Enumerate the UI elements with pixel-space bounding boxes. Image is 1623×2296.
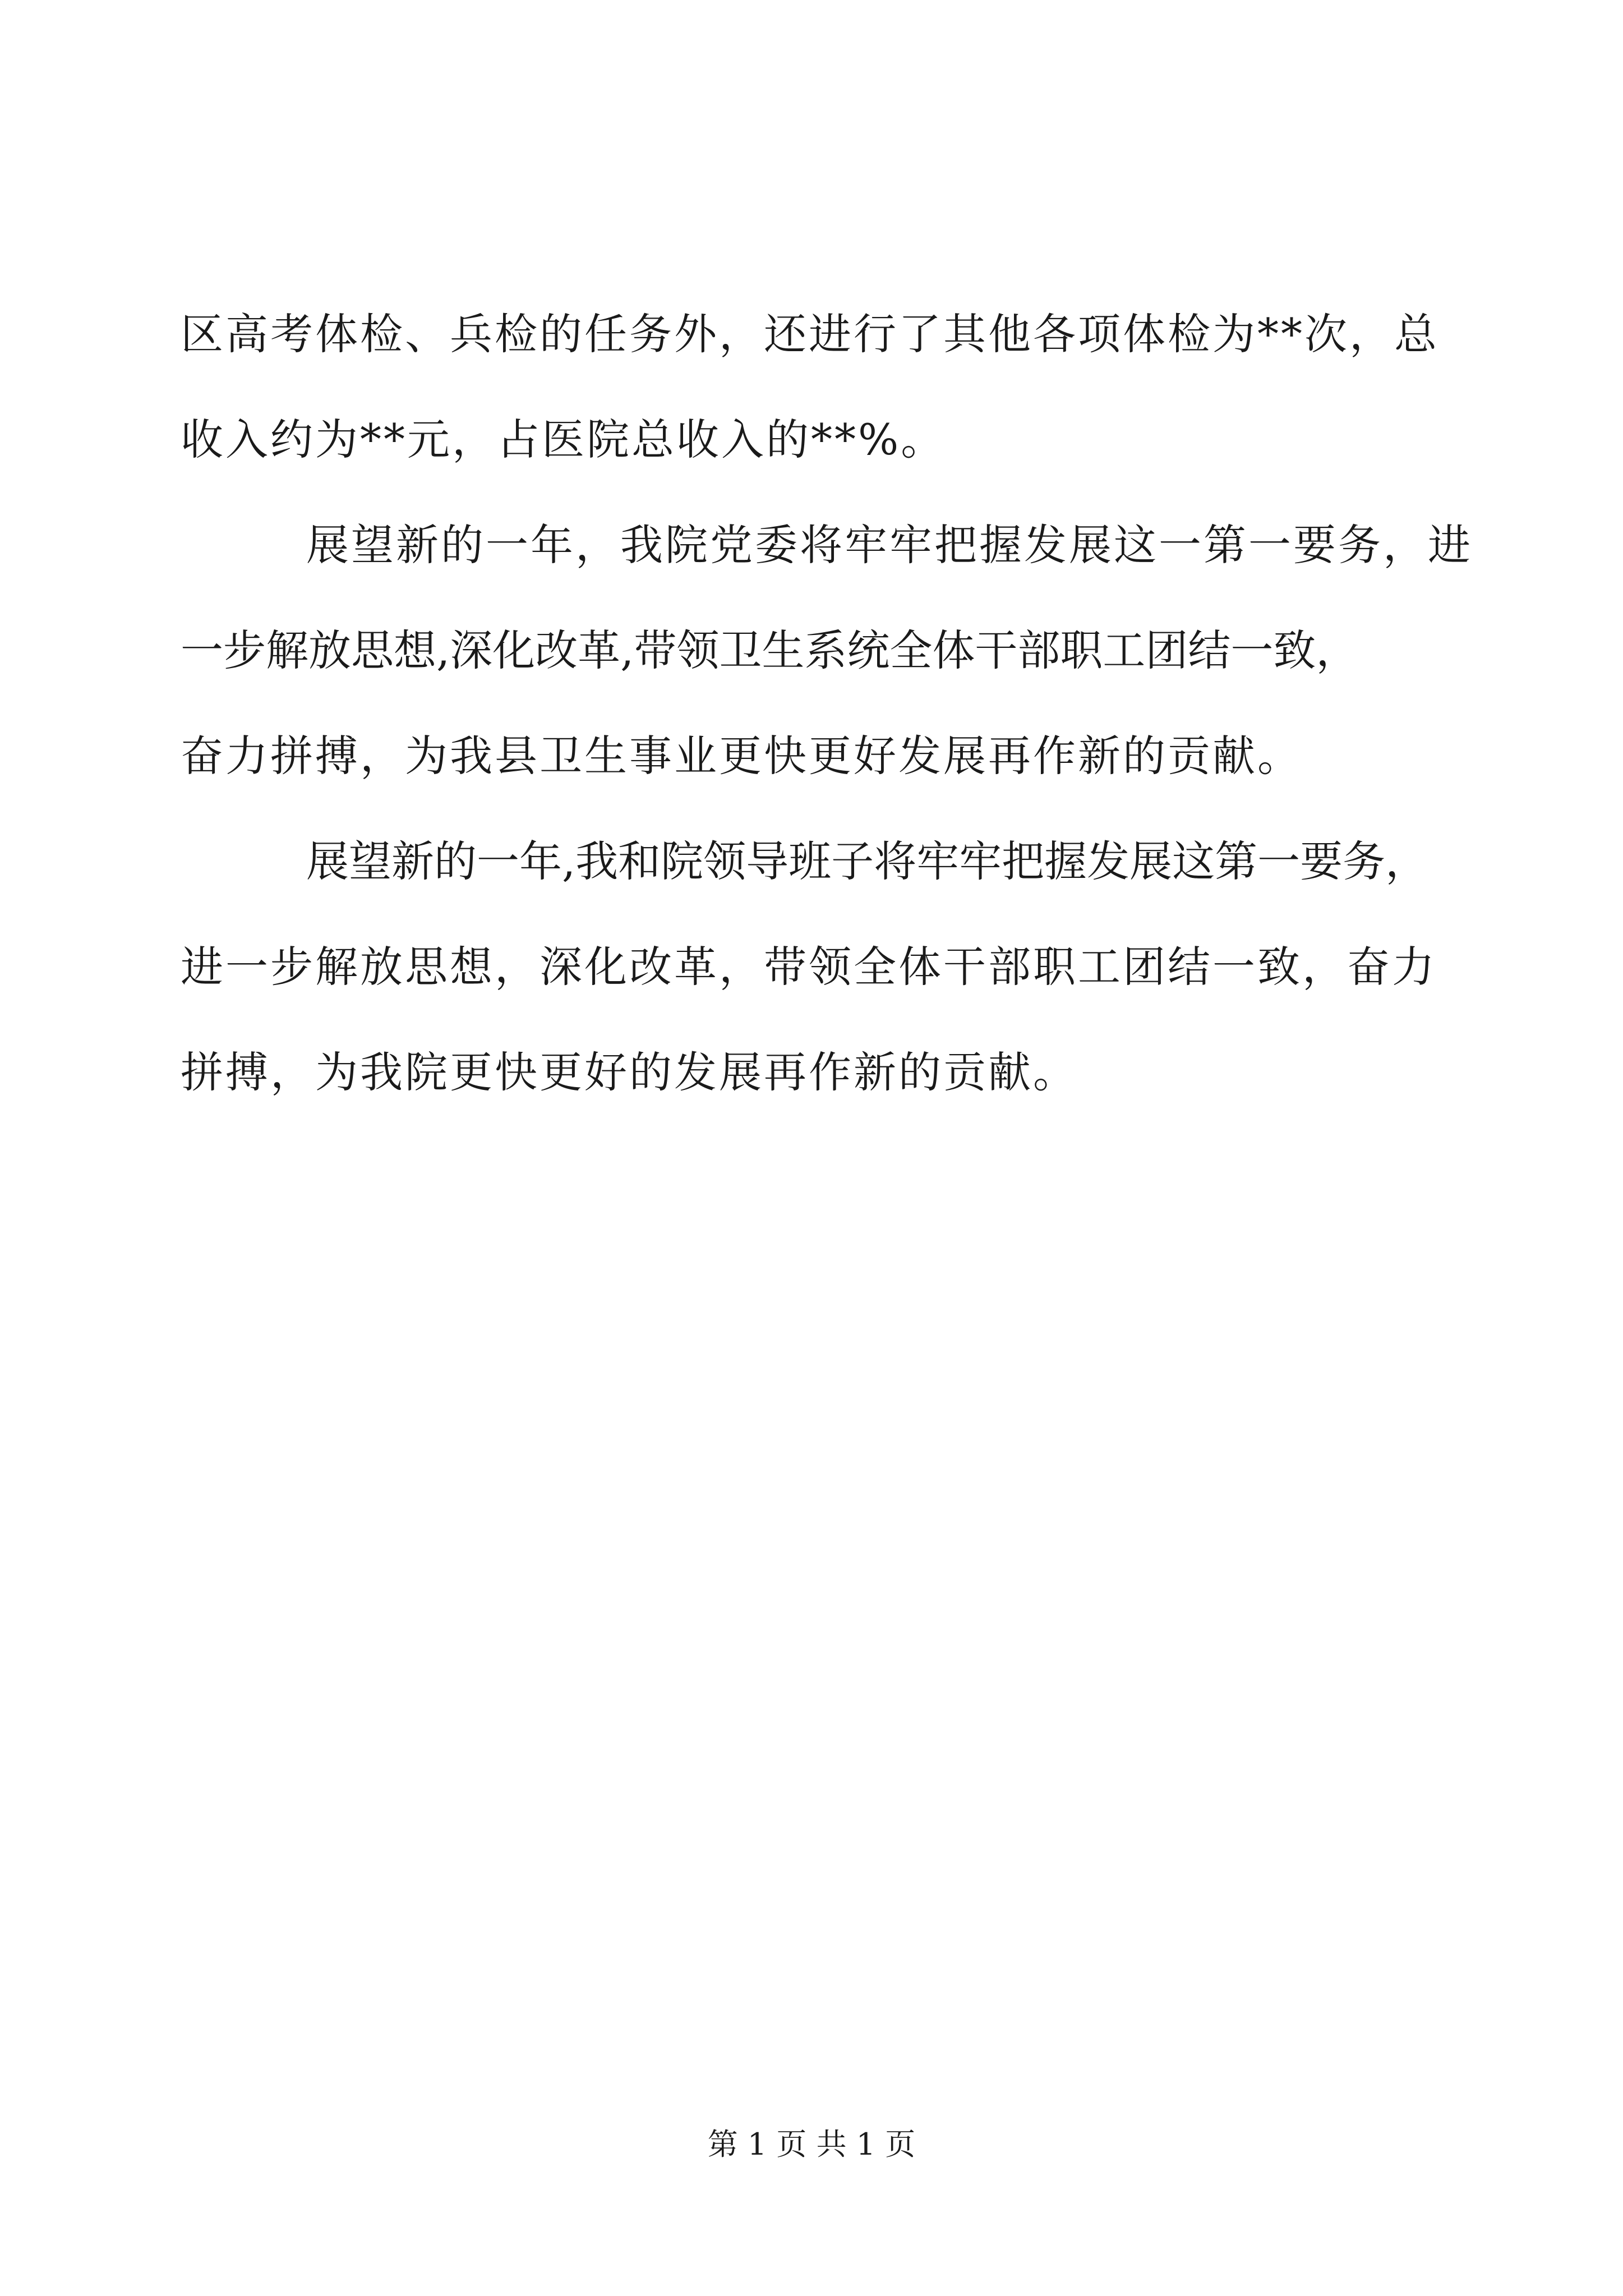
paragraph-line: 进一步解放思想，深化改革，带领全体干部职工团结一致，奋力 [181, 942, 1437, 992]
paragraph-line: 展望新的一年，我院党委将牢牢把握发展这一第一要务，进 [306, 520, 1473, 570]
paragraph-2 [181, 514, 1473, 788]
paragraph-line: 展望新的一年,我和院领导班子将牢牢把握发展这第一要务， [306, 836, 1428, 886]
document-body [181, 303, 1473, 1147]
paragraph-3 [181, 830, 1437, 1104]
paragraph-line: 拼搏，为我院更快更好的发展再作新的贡献。 [181, 1047, 1078, 1097]
paragraph-line: 奋力拼搏，为我县卫生事业更快更好发展再作新的贡献。 [181, 731, 1302, 781]
paragraph-1 [181, 303, 1437, 471]
paragraph-line: 收入约为**元，占医院总收入的**%。 [181, 415, 946, 464]
paragraph-line: 一步解放思想,深化改革,带领卫生系统全体干部职工团结一致， [181, 625, 1359, 675]
page-number-footer: 第 1 页 共 1 页 [707, 2127, 916, 2162]
paragraph-line: 区高考体检、兵检的任务外，还进行了其他各项体检为**次，总 [181, 309, 1439, 359]
